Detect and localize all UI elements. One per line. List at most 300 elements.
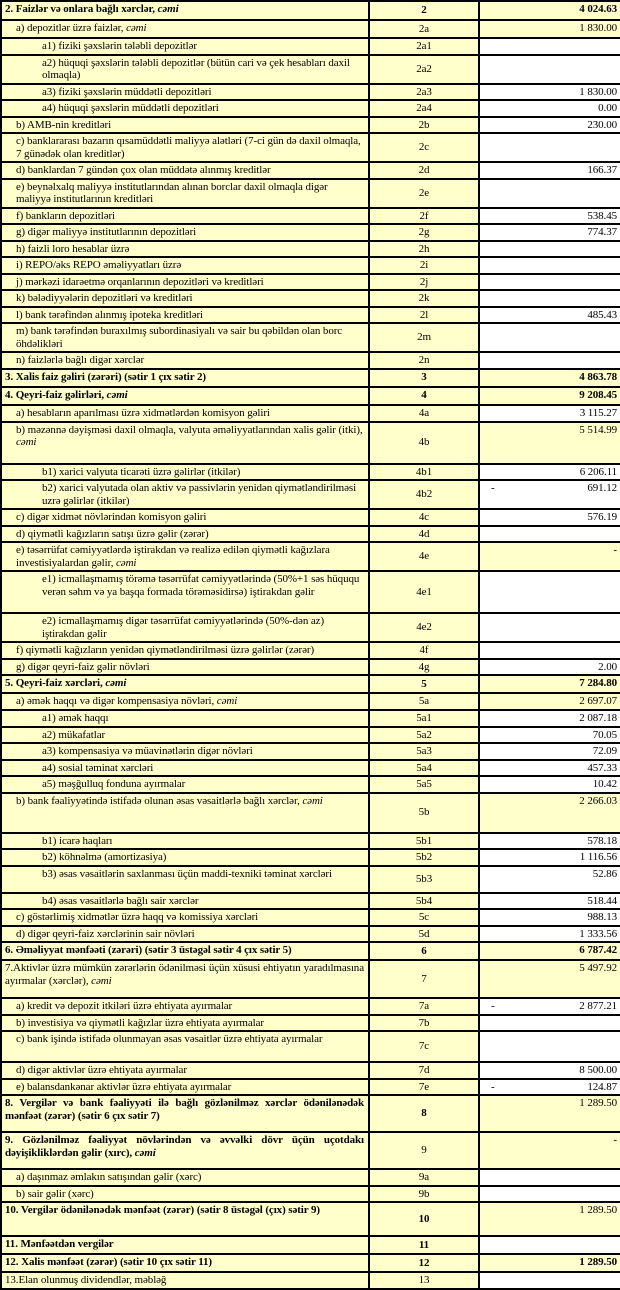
row-value: 1 289.50 bbox=[579, 1097, 617, 1109]
row-value: - bbox=[613, 1134, 617, 1146]
row-value-cell bbox=[479, 1169, 620, 1186]
row-value: 2.00 bbox=[598, 660, 617, 673]
row-code: 4e1 bbox=[416, 585, 432, 598]
row-label: a3) fiziki şəxslərin müddətli depozitləri bbox=[42, 85, 212, 98]
row-value: 518.44 bbox=[587, 894, 617, 907]
row-label: e2) icmallaşmamış digər təsərrüfat cəmiyyətlərində (50%-dən az) iştirakdan gəlir bbox=[42, 615, 325, 640]
row-value-cell bbox=[479, 849, 620, 866]
row-code-cell bbox=[369, 509, 479, 526]
row-label-cell bbox=[1, 38, 369, 55]
row-label: 6. Əməliyyat mənfəəti (zərəri) (sətir 3 üstəgəl sətir 4 çıx sətir 5) bbox=[5, 944, 292, 956]
table-row bbox=[1, 659, 620, 676]
row-code-cell bbox=[369, 387, 479, 405]
row-value: 10.42 bbox=[592, 778, 617, 790]
row-code-cell bbox=[369, 1079, 479, 1096]
row-value-cell bbox=[479, 613, 620, 642]
row-code-cell bbox=[369, 542, 479, 571]
row-label-italic-suffix: cəmi bbox=[116, 556, 137, 569]
row-label: a2) hüquqi şəxslərin tələbli depozitlər (bütün cari və çek hesabları daxil olmaqla) bbox=[42, 56, 350, 81]
row-code-cell bbox=[369, 480, 479, 509]
row-label-cell bbox=[1, 659, 369, 676]
row-label: 9. Gözlənilməz fəaliyyət növlərindən və əvvəlki dövr üçün uçotdakı dəyişikliklərdən gəlir (xırc), bbox=[5, 1134, 364, 1159]
row-label-cell bbox=[1, 323, 369, 352]
row-label: b) məzənnə dəyişməsi daxil olmaqla, valyuta əməliyyatlarından xalis gəlir (itki), bbox=[16, 423, 363, 436]
row-label: a4) hüquqi şəxslərin müddətli depozitləri bbox=[42, 102, 219, 114]
row-code: 2i bbox=[419, 259, 429, 271]
row-code: 2b bbox=[418, 118, 430, 131]
row-value: 9 208.45 bbox=[579, 388, 617, 401]
row-code: 2e bbox=[418, 186, 430, 199]
table-row bbox=[1, 1202, 620, 1236]
row-value: 5 514.99 bbox=[579, 423, 617, 436]
row-label: c) göstərlimiş xidmətlər üzrə haqq və komissiya xərcləri bbox=[16, 911, 259, 923]
row-code-cell bbox=[369, 405, 479, 422]
row-code-cell bbox=[369, 613, 479, 642]
row-label-cell bbox=[1, 727, 369, 744]
table-row bbox=[1, 1062, 620, 1079]
table-row bbox=[1, 387, 620, 405]
row-value-cell bbox=[479, 422, 620, 464]
row-value: 2 877.21 bbox=[579, 1000, 617, 1012]
negative-sign: - bbox=[491, 482, 495, 494]
row-label: b1) xarici valyuta ticarəti üzrə gəlirlər (itkilər) bbox=[42, 465, 241, 478]
row-value-cell bbox=[479, 100, 620, 117]
row-value-cell bbox=[479, 710, 620, 727]
row-code: 4g bbox=[418, 660, 430, 673]
row-code-cell bbox=[369, 257, 479, 274]
row-label-cell bbox=[1, 613, 369, 642]
row-code-cell bbox=[369, 422, 479, 464]
row-code: 4e2 bbox=[416, 621, 432, 634]
table-row bbox=[1, 1095, 620, 1132]
row-label-italic-suffix: cəmi bbox=[126, 22, 147, 34]
row-value-cell bbox=[479, 642, 620, 659]
row-value-cell bbox=[479, 274, 620, 291]
row-code-cell bbox=[369, 727, 479, 744]
row-code: 9 bbox=[421, 1144, 427, 1157]
table-row bbox=[1, 509, 620, 526]
row-code: 2a4 bbox=[416, 102, 432, 114]
row-value-cell bbox=[479, 526, 620, 543]
row-value-cell bbox=[479, 290, 620, 307]
row-label-cell bbox=[1, 307, 369, 324]
table-row bbox=[1, 133, 620, 162]
row-value-cell bbox=[479, 727, 620, 744]
row-value-cell bbox=[479, 998, 620, 1015]
row-code-cell bbox=[369, 1132, 479, 1169]
table-row bbox=[1, 571, 620, 613]
row-label-cell bbox=[1, 422, 369, 464]
row-code: 8 bbox=[421, 1107, 427, 1120]
row-label-cell bbox=[1, 1169, 369, 1186]
row-value-cell bbox=[479, 1095, 620, 1132]
row-label: d) digər aktivlər üzrə ehtiyata ayırmalar bbox=[16, 1064, 187, 1076]
row-label: b) sair gəlir (xərc) bbox=[16, 1187, 94, 1200]
row-value: 1 333.56 bbox=[579, 927, 617, 940]
row-label-italic-suffix: cəmi bbox=[216, 695, 238, 707]
row-value-cell bbox=[479, 942, 620, 960]
row-label-cell bbox=[1, 942, 369, 960]
row-code: 5c bbox=[418, 911, 430, 923]
row-code-cell bbox=[369, 710, 479, 727]
row-code: 4b2 bbox=[415, 488, 433, 501]
table-row bbox=[1, 241, 620, 258]
row-code: 2c bbox=[418, 141, 430, 154]
table-row bbox=[1, 776, 620, 793]
table-row bbox=[1, 480, 620, 509]
row-value: 8 500.00 bbox=[579, 1064, 617, 1076]
row-label-cell bbox=[1, 866, 369, 893]
row-code-cell bbox=[369, 307, 479, 324]
row-code: 13 bbox=[418, 1274, 430, 1287]
row-code: 5 bbox=[421, 677, 427, 690]
row-code: 2a1 bbox=[416, 40, 432, 52]
table-row bbox=[1, 1, 620, 20]
row-code-cell bbox=[369, 133, 479, 162]
row-code: 9b bbox=[418, 1187, 430, 1200]
row-label-cell bbox=[1, 1236, 369, 1254]
row-label: d) digər qeyri-faiz xərclərinin sair növləri bbox=[16, 927, 195, 940]
row-label: a1) əmək haqqı bbox=[42, 712, 109, 724]
row-label-cell bbox=[1, 55, 369, 84]
row-label-cell bbox=[1, 1095, 369, 1132]
table-row bbox=[1, 208, 620, 225]
row-value-cell bbox=[479, 571, 620, 613]
row-value: 6 206.11 bbox=[579, 465, 617, 478]
row-label: a1) fiziki şəxslərin tələbli depozitlər bbox=[42, 40, 197, 52]
row-label: e) beynəlxalq maliyyə institutlarından alınan borclar daxil olmaqla digər maliyyə institutlarının kreditləri bbox=[16, 180, 328, 205]
table-row bbox=[1, 117, 620, 134]
row-label: b3) əsas vəsaitlərin saxlanması üçün maddi-texniki təminat xərcləri bbox=[42, 867, 332, 880]
row-label-cell bbox=[1, 693, 369, 710]
row-label: a3) kompensasiya və müavinətlərin digər növləri bbox=[42, 745, 253, 757]
row-code: 5a2 bbox=[416, 728, 432, 741]
row-code: 2j bbox=[419, 275, 429, 288]
row-code-cell bbox=[369, 693, 479, 710]
table-row bbox=[1, 1079, 620, 1096]
row-label: b) bank fəaliyyətində istifadə olunan əsas vəsaitlərlə bağlı xərclər, bbox=[16, 794, 303, 807]
row-code-cell bbox=[369, 369, 479, 387]
row-code-cell bbox=[369, 1015, 479, 1032]
row-code: 2d bbox=[418, 164, 430, 176]
row-code: 7d bbox=[418, 1064, 430, 1076]
row-value-cell bbox=[479, 1031, 620, 1062]
row-code-cell bbox=[369, 849, 479, 866]
row-label: b) investisiya və qiymətli kağızlar üzrə ehtiyata ayırmalar bbox=[16, 1016, 264, 1029]
row-value: 124.87 bbox=[587, 1080, 617, 1093]
row-code: 2a3 bbox=[416, 85, 432, 98]
table-row bbox=[1, 743, 620, 760]
row-label-cell bbox=[1, 1079, 369, 1096]
row-label: g) digər qeyri-faiz gəlir növləri bbox=[16, 660, 150, 673]
row-value-cell bbox=[479, 464, 620, 481]
row-label-italic-suffix: cəmi bbox=[134, 1146, 156, 1159]
row-value-cell bbox=[479, 833, 620, 850]
row-label: h) faizli loro hesablar üzrə bbox=[16, 242, 130, 255]
row-code-cell bbox=[369, 1031, 479, 1062]
row-code-cell bbox=[369, 1, 479, 20]
table-row bbox=[1, 960, 620, 998]
table-row bbox=[1, 224, 620, 241]
row-label-italic-suffix: cəmi bbox=[157, 3, 179, 15]
row-code-cell bbox=[369, 84, 479, 101]
row-code: 7e bbox=[418, 1080, 430, 1093]
row-code-cell bbox=[369, 208, 479, 225]
row-code-cell bbox=[369, 1186, 479, 1203]
row-code: 2k bbox=[418, 292, 430, 304]
row-label-cell bbox=[1, 526, 369, 543]
row-code: 5b3 bbox=[415, 872, 433, 885]
table-row bbox=[1, 893, 620, 910]
row-label-cell bbox=[1, 998, 369, 1015]
row-code: 5b4 bbox=[415, 894, 433, 907]
row-label-italic-suffix: cəmi bbox=[302, 794, 323, 807]
row-code: 5a3 bbox=[416, 745, 432, 757]
table-row bbox=[1, 760, 620, 777]
table-row bbox=[1, 849, 620, 866]
row-value-cell bbox=[479, 224, 620, 241]
row-label-italic-suffix: cəmi bbox=[106, 388, 128, 401]
table-row bbox=[1, 1272, 620, 1289]
row-code-cell bbox=[369, 1236, 479, 1254]
row-code-cell bbox=[369, 179, 479, 208]
row-value: 576.19 bbox=[587, 511, 617, 523]
row-code-cell bbox=[369, 659, 479, 676]
row-label: 7.Aktivlər üzrə mümkün zərərlərin ödənilməsi üçün xüsusi ehtiyatın yaradılmasına ayırmalar (xərclər), bbox=[5, 962, 364, 987]
row-code: 5b1 bbox=[415, 834, 433, 847]
negative-sign: - bbox=[491, 1000, 495, 1012]
row-label-italic-suffix: cəmi bbox=[91, 974, 112, 987]
row-value-cell bbox=[479, 55, 620, 84]
row-value: 578.18 bbox=[587, 834, 617, 847]
row-label-cell bbox=[1, 909, 369, 926]
row-value-cell bbox=[479, 776, 620, 793]
row-value-cell bbox=[479, 866, 620, 893]
row-value-cell bbox=[479, 38, 620, 55]
row-code-cell bbox=[369, 893, 479, 910]
row-label-italic-suffix: cəmi bbox=[105, 677, 127, 689]
row-value-cell bbox=[479, 659, 620, 676]
row-label-cell bbox=[1, 926, 369, 943]
row-label: m) bank tərəfindən buraxılmış subordinasiyalı və sair bu qəbildən olan borc öhdəlikləri bbox=[16, 325, 343, 350]
row-label-cell bbox=[1, 642, 369, 659]
table-row bbox=[1, 274, 620, 291]
row-code: 2 bbox=[421, 4, 427, 17]
row-code-cell bbox=[369, 998, 479, 1015]
row-label-cell bbox=[1, 84, 369, 101]
row-code: 2f bbox=[419, 209, 429, 222]
table-row bbox=[1, 405, 620, 422]
row-label-cell bbox=[1, 1132, 369, 1169]
row-code: 5a1 bbox=[416, 712, 432, 724]
row-label-cell bbox=[1, 464, 369, 481]
row-value: 52.86 bbox=[592, 867, 617, 880]
row-label: e) təsərrüfat cəmiyyətlərdə iştirakdan və realizə edilən qiymətli kağızlara investisiyalardan gəlir, bbox=[16, 544, 330, 569]
row-value: 1 116.56 bbox=[579, 851, 617, 863]
row-code: 2m bbox=[417, 331, 431, 344]
row-code: 9a bbox=[418, 1171, 430, 1183]
row-value-cell bbox=[479, 257, 620, 274]
row-label: a) depozitlər üzrə faizlər, bbox=[16, 22, 127, 34]
table-row bbox=[1, 526, 620, 543]
row-label-cell bbox=[1, 224, 369, 241]
row-value: 7 284.80 bbox=[579, 677, 617, 689]
table-row bbox=[1, 20, 620, 38]
row-label: i) REPO/əks REPO əməliyyatları üzrə bbox=[16, 259, 182, 271]
row-label-cell bbox=[1, 257, 369, 274]
row-code: 7c bbox=[418, 1040, 430, 1053]
table-row bbox=[1, 179, 620, 208]
table-row bbox=[1, 1236, 620, 1254]
table-row bbox=[1, 307, 620, 324]
row-value: 457.33 bbox=[587, 761, 617, 774]
row-value-cell bbox=[479, 909, 620, 926]
row-label-cell bbox=[1, 542, 369, 571]
row-code: 11 bbox=[418, 1238, 430, 1251]
row-value: 72.09 bbox=[592, 745, 617, 757]
row-code-cell bbox=[369, 793, 479, 833]
row-label-cell bbox=[1, 833, 369, 850]
table-row bbox=[1, 464, 620, 481]
row-code-cell bbox=[369, 960, 479, 998]
row-code-cell bbox=[369, 909, 479, 926]
row-label: 5. Qeyri-faiz xərcləri, bbox=[5, 677, 106, 689]
row-code-cell bbox=[369, 162, 479, 179]
row-label: a5) məşğulluq fonduna ayırmalar bbox=[42, 778, 186, 790]
table-row bbox=[1, 793, 620, 833]
row-code-cell bbox=[369, 1202, 479, 1236]
row-value: - bbox=[613, 544, 617, 556]
row-code: 6 bbox=[421, 944, 427, 957]
table-row bbox=[1, 100, 620, 117]
row-label: 12. Xalis mənfəət (zərər) (sətir 10 çıx sətir 11) bbox=[5, 1256, 212, 1268]
row-value-cell bbox=[479, 1202, 620, 1236]
row-code: 4c bbox=[418, 511, 430, 523]
row-label: a2) mükafatlar bbox=[42, 728, 106, 741]
row-label: b4) əsas vəsaitlərlə bağlı sair xərclər bbox=[42, 894, 199, 907]
row-code-cell bbox=[369, 38, 479, 55]
row-value-cell bbox=[479, 1079, 620, 1096]
row-code: 5a5 bbox=[416, 778, 432, 790]
row-code: 4f bbox=[419, 644, 429, 656]
row-code-cell bbox=[369, 675, 479, 693]
row-code: 7a bbox=[418, 1000, 430, 1012]
table-row bbox=[1, 38, 620, 55]
row-label-cell bbox=[1, 290, 369, 307]
row-label: c) bank işində istifadə olunmayan əsas vəsaitlər üzrə ehtiyata ayırmalar bbox=[16, 1033, 323, 1045]
row-code: 4b bbox=[418, 436, 430, 449]
row-value-cell bbox=[479, 509, 620, 526]
row-value: 1 289.50 bbox=[579, 1256, 617, 1268]
row-label: f) qiymətli kağızların yenidən qiymətləndirilməsi üzrə gəlirlər (zərər) bbox=[16, 644, 315, 656]
row-label: f) bankların depozitləri bbox=[16, 209, 116, 222]
row-label-cell bbox=[1, 1031, 369, 1062]
row-label-cell bbox=[1, 274, 369, 291]
row-value: 691.12 bbox=[587, 482, 617, 494]
row-value-cell bbox=[479, 926, 620, 943]
row-label: c) banklararası bazarın qısamüddətli maliyyə alətləri (7-ci gün də daxil olmaqla, 7 günədək olan kreditlər) bbox=[16, 135, 361, 160]
row-value: 1 830.00 bbox=[579, 85, 617, 98]
table-row bbox=[1, 710, 620, 727]
row-label: j) mərkəzi idarəetmə orqanlarının depozitləri və kreditləri bbox=[16, 275, 264, 288]
row-code-cell bbox=[369, 117, 479, 134]
table-row bbox=[1, 693, 620, 710]
row-code-cell bbox=[369, 20, 479, 38]
row-label-cell bbox=[1, 179, 369, 208]
row-value-cell bbox=[479, 241, 620, 258]
row-code: 10 bbox=[418, 1212, 430, 1225]
table-row bbox=[1, 866, 620, 893]
row-label-cell bbox=[1, 1186, 369, 1203]
row-label: d) qiymətli kağızların satışı üzrə gəlir (zərər) bbox=[16, 527, 209, 540]
table-row bbox=[1, 55, 620, 84]
row-value-cell bbox=[479, 793, 620, 833]
row-code-cell bbox=[369, 571, 479, 613]
row-code-cell bbox=[369, 1169, 479, 1186]
row-label-cell bbox=[1, 760, 369, 777]
row-label: a) daşınmaz əmlakın satışından gəlir (xərc) bbox=[16, 1171, 202, 1183]
row-label: 11. Mənfəətdən vergilər bbox=[5, 1238, 114, 1250]
row-label-cell bbox=[1, 133, 369, 162]
table-row bbox=[1, 352, 620, 369]
table-row bbox=[1, 422, 620, 464]
row-label: c) digər xidmət növlərindən komisyon gəliri bbox=[16, 511, 207, 523]
row-value: 70.05 bbox=[592, 728, 617, 741]
row-label-cell bbox=[1, 849, 369, 866]
row-label-cell bbox=[1, 675, 369, 693]
row-label: b2) xarici valyutada olan aktiv və passivlərin yenidən qiymətləndirilməsi uzrə gəlirlər (itkilər) bbox=[42, 482, 357, 507]
row-value-cell bbox=[479, 743, 620, 760]
row-code-cell bbox=[369, 1095, 479, 1132]
row-value-cell bbox=[479, 352, 620, 369]
row-code-cell bbox=[369, 866, 479, 893]
row-value-cell bbox=[479, 405, 620, 422]
row-code: 7b bbox=[418, 1016, 430, 1029]
row-value-cell bbox=[479, 760, 620, 777]
row-value: 4 024.63 bbox=[579, 3, 617, 15]
row-value: 2 697.07 bbox=[579, 695, 617, 707]
table-row bbox=[1, 727, 620, 744]
row-code: 5d bbox=[418, 927, 430, 940]
row-label-cell bbox=[1, 1, 369, 20]
row-label: a4) sosial təminat xərcləri bbox=[42, 761, 154, 774]
table-row bbox=[1, 162, 620, 179]
table-row bbox=[1, 84, 620, 101]
table-row bbox=[1, 542, 620, 571]
table-row bbox=[1, 926, 620, 943]
row-value-cell bbox=[479, 369, 620, 387]
row-value-cell bbox=[479, 1132, 620, 1169]
row-label-cell bbox=[1, 571, 369, 613]
row-code: 2a2 bbox=[416, 62, 432, 75]
table-row bbox=[1, 323, 620, 352]
row-code: 5a bbox=[418, 695, 430, 708]
row-code: 3 bbox=[421, 371, 427, 384]
row-label: a) kredit və depozit itkiləri üzrə ehtiyata ayırmalar bbox=[16, 1000, 233, 1012]
row-value: 2 087.18 bbox=[579, 712, 617, 724]
table-row bbox=[1, 942, 620, 960]
row-label: n) faizlərlə bağlı digər xərclər bbox=[16, 354, 145, 366]
row-code-cell bbox=[369, 926, 479, 943]
row-code: 5b bbox=[418, 806, 430, 819]
row-code-cell bbox=[369, 776, 479, 793]
row-label: 8. Vergilər və bank fəaliyyəti ilə bağlı gözlənilməz xərclər ödənilənədək mənfəət (zərər) (sətir 6 çıx sətir 7) bbox=[5, 1097, 364, 1122]
row-label: l) bank tərəfindən alınmış ipoteka kreditləri bbox=[16, 308, 204, 321]
row-label-cell bbox=[1, 387, 369, 405]
row-label-cell bbox=[1, 117, 369, 134]
row-code-cell bbox=[369, 55, 479, 84]
row-code: 4d bbox=[418, 527, 430, 540]
